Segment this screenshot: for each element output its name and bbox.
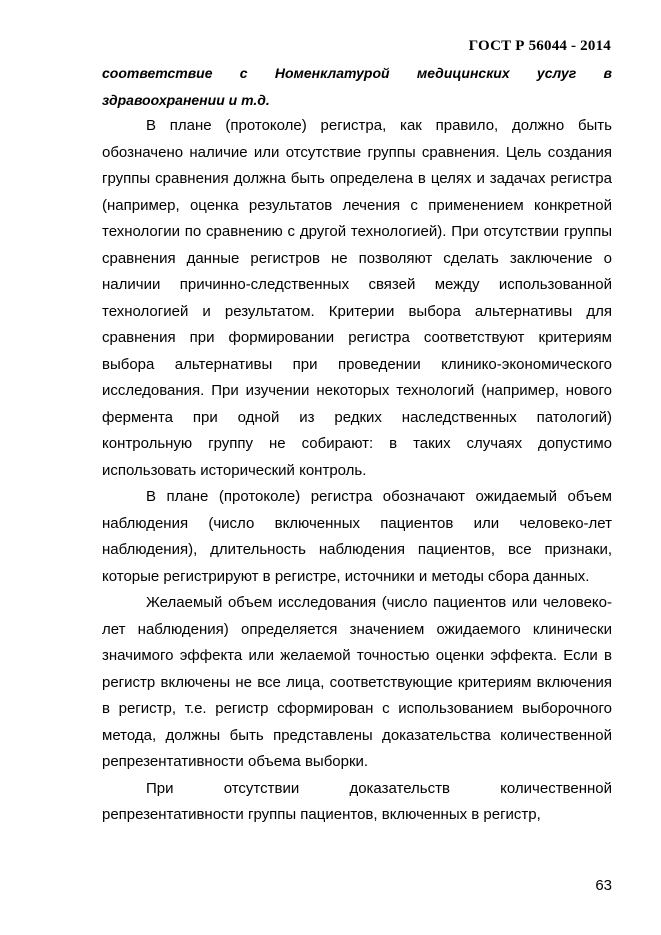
paragraph-representativeness: При отсутствии доказательств количественной репрезентативности группы пациентов, включенных в регистр,: [102, 779, 612, 823]
intro-line: соответствие с Номенклатурой медицинских услуг в здравоохранении и т.д.: [102, 65, 612, 108]
paragraph-observation-volume: В плане (протоколе) регистра обозначают ожидаемый объем наблюдения (число включенных пациентов или человеко-лет наблюдения), длительность наблюдения пациентов, все признаки, которые регистрируют в регистре, источники и методы сбора данных.: [102, 488, 612, 585]
document-body: [102, 60, 612, 829]
document-header: ГОСТ Р 56044 - 2014: [468, 38, 611, 54]
paragraph-study-size: Желаемый объем исследования (число пациентов или человеко-лет наблюдения) определяется значением ожидаемого клинически значимого эффекта или желаемой точностью оценки эффекта. Если в регистр включены не все лица, соответствующие критериям включения в регистр, т.е. регистр сформирован с использованием выборочного метода, должны быть представлены доказательства количественной репрезентативности объема выборки.: [102, 594, 612, 770]
page-number: 63: [595, 877, 612, 894]
paragraph-comparison-group: В плане (протоколе) регистра, как правило, должно быть обозначено наличие или отсутствие группы сравнения. Цель создания группы сравнения должна быть определена в целях и задачах регистра (например, оценка результатов лечения с применением конкретной технологии по сравнению с другой технологией). При отсутствии группы сравнения данные регистров не позволяют сделать заключение о наличии причинно-следственных связей между использованной технологией и результатом. Критерии выбора альтернативы для сравнения при формировании регистра соответствуют критериям выбора альтернативы при проведении клинико-экономического исследования. При изучении некоторых технологий (например, нового фермента при одной из редких наследственных патологий) контрольную группу не собирают: в таких случаях допустимо использовать исторический контроль.: [102, 117, 612, 479]
